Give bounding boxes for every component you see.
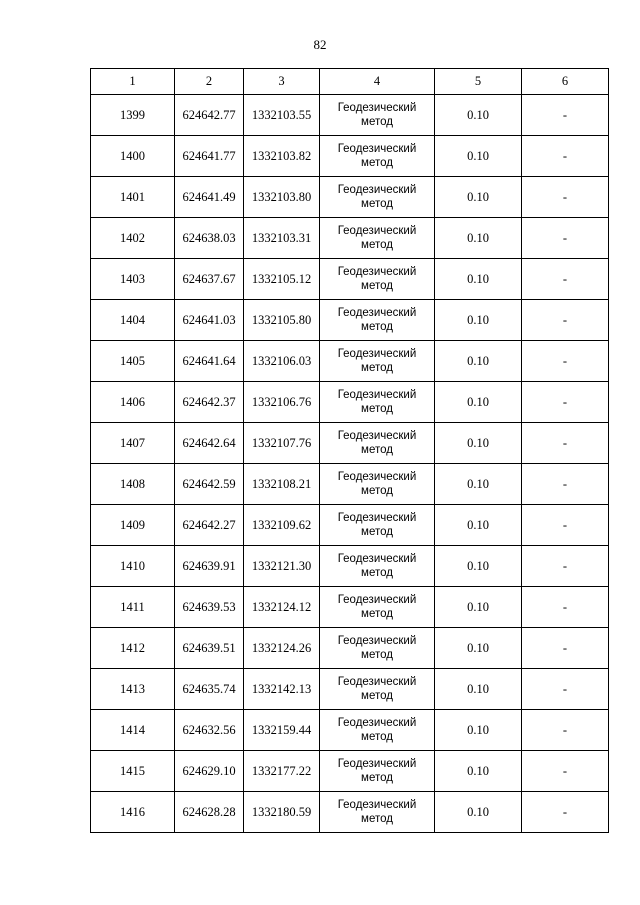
coordinates-table (90, 68, 609, 833)
point-id-cell: 1404 (91, 300, 175, 341)
table-row (91, 546, 609, 587)
x-coordinate-cell: 624641.64 (175, 341, 244, 382)
accuracy-cell: 0.10 (435, 177, 522, 218)
x-coordinate-cell: 624642.37 (175, 382, 244, 423)
y-coordinate-cell: 1332103.55 (244, 95, 320, 136)
note-cell: - (522, 505, 609, 546)
table-row (91, 710, 609, 751)
point-id-cell: 1407 (91, 423, 175, 464)
note-cell: - (522, 300, 609, 341)
accuracy-cell: 0.10 (435, 136, 522, 177)
table-header-row (91, 69, 609, 95)
table-row (91, 300, 609, 341)
method-line-1: Геодезический (337, 799, 417, 811)
y-coordinate-cell: 1332103.31 (244, 218, 320, 259)
x-coordinate-cell: 624635.74 (175, 669, 244, 710)
point-id-cell: 1415 (91, 751, 175, 792)
point-id-cell: 1406 (91, 382, 175, 423)
method-cell (320, 751, 435, 792)
point-id-cell: 1414 (91, 710, 175, 751)
point-id-cell: 1411 (91, 587, 175, 628)
page-number: 82 (313, 37, 327, 52)
table-row (91, 751, 609, 792)
method-cell (320, 382, 435, 423)
method-line-2: метод (361, 608, 393, 620)
method-line-1: Геодезический (337, 635, 417, 647)
method-line-1: Геодезический (337, 389, 417, 401)
x-coordinate-cell: 624641.49 (175, 177, 244, 218)
method-cell (320, 300, 435, 341)
column-header-5: 5 (435, 69, 522, 95)
table-row (91, 259, 609, 300)
x-coordinate-cell: 624642.64 (175, 423, 244, 464)
column-header-6: 6 (522, 69, 609, 95)
column-header-2: 2 (175, 69, 244, 95)
y-coordinate-cell: 1332106.76 (244, 382, 320, 423)
accuracy-cell: 0.10 (435, 751, 522, 792)
note-cell: - (522, 136, 609, 177)
note-cell: - (522, 95, 609, 136)
table-row (91, 382, 609, 423)
y-coordinate-cell: 1332103.82 (244, 136, 320, 177)
point-id-cell: 1400 (91, 136, 175, 177)
method-line-2: метод (361, 239, 393, 251)
point-id-cell: 1402 (91, 218, 175, 259)
accuracy-cell: 0.10 (435, 669, 522, 710)
method-cell (320, 546, 435, 587)
note-cell: - (522, 341, 609, 382)
note-cell: - (522, 423, 609, 464)
method-line-1: Геодезический (337, 184, 417, 196)
column-header-4: 4 (320, 69, 435, 95)
x-coordinate-cell: 624629.10 (175, 751, 244, 792)
method-line-2: метод (361, 813, 393, 825)
point-id-cell: 1416 (91, 792, 175, 833)
y-coordinate-cell: 1332142.13 (244, 669, 320, 710)
method-line-1: Геодезический (337, 348, 417, 360)
method-line-2: метод (361, 567, 393, 579)
accuracy-cell: 0.10 (435, 628, 522, 669)
point-id-cell: 1409 (91, 505, 175, 546)
method-cell (320, 587, 435, 628)
x-coordinate-cell: 624632.56 (175, 710, 244, 751)
accuracy-cell: 0.10 (435, 792, 522, 833)
y-coordinate-cell: 1332159.44 (244, 710, 320, 751)
y-coordinate-cell: 1332177.22 (244, 751, 320, 792)
method-line-1: Геодезический (337, 307, 417, 319)
accuracy-cell: 0.10 (435, 259, 522, 300)
table-row (91, 136, 609, 177)
method-cell (320, 259, 435, 300)
accuracy-cell: 0.10 (435, 710, 522, 751)
method-line-2: метод (361, 280, 393, 292)
accuracy-cell: 0.10 (435, 505, 522, 546)
table-row (91, 177, 609, 218)
table-row (91, 669, 609, 710)
method-line-2: метод (361, 116, 393, 128)
method-cell (320, 341, 435, 382)
x-coordinate-cell: 624628.28 (175, 792, 244, 833)
y-coordinate-cell: 1332180.59 (244, 792, 320, 833)
method-line-1: Геодезический (337, 430, 417, 442)
x-coordinate-cell: 624642.77 (175, 95, 244, 136)
note-cell: - (522, 464, 609, 505)
method-line-1: Геодезический (337, 717, 417, 729)
y-coordinate-cell: 1332121.30 (244, 546, 320, 587)
accuracy-cell: 0.10 (435, 464, 522, 505)
method-line-2: метод (361, 157, 393, 169)
method-line-1: Геодезический (337, 143, 417, 155)
column-header-1: 1 (91, 69, 175, 95)
method-line-2: метод (361, 690, 393, 702)
x-coordinate-cell: 624641.77 (175, 136, 244, 177)
method-line-2: метод (361, 526, 393, 538)
point-id-cell: 1410 (91, 546, 175, 587)
method-cell (320, 710, 435, 751)
method-cell (320, 505, 435, 546)
method-cell (320, 792, 435, 833)
note-cell: - (522, 546, 609, 587)
method-cell (320, 669, 435, 710)
x-coordinate-cell: 624639.51 (175, 628, 244, 669)
x-coordinate-cell: 624642.59 (175, 464, 244, 505)
method-cell (320, 177, 435, 218)
accuracy-cell: 0.10 (435, 300, 522, 341)
accuracy-cell: 0.10 (435, 341, 522, 382)
accuracy-cell: 0.10 (435, 95, 522, 136)
method-cell (320, 628, 435, 669)
note-cell: - (522, 710, 609, 751)
y-coordinate-cell: 1332106.03 (244, 341, 320, 382)
x-coordinate-cell: 624639.91 (175, 546, 244, 587)
table-row (91, 423, 609, 464)
method-line-1: Геодезический (337, 594, 417, 606)
x-coordinate-cell: 624639.53 (175, 587, 244, 628)
x-coordinate-cell: 624638.03 (175, 218, 244, 259)
method-cell (320, 423, 435, 464)
method-line-2: метод (361, 321, 393, 333)
note-cell: - (522, 669, 609, 710)
point-id-cell: 1403 (91, 259, 175, 300)
accuracy-cell: 0.10 (435, 587, 522, 628)
note-cell: - (522, 628, 609, 669)
method-line-2: метод (361, 403, 393, 415)
x-coordinate-cell: 624642.27 (175, 505, 244, 546)
note-cell: - (522, 259, 609, 300)
method-cell (320, 136, 435, 177)
method-cell (320, 218, 435, 259)
method-line-2: метод (361, 649, 393, 661)
method-line-2: метод (361, 198, 393, 210)
table-row (91, 792, 609, 833)
method-cell (320, 95, 435, 136)
method-line-1: Геодезический (337, 553, 417, 565)
y-coordinate-cell: 1332108.21 (244, 464, 320, 505)
method-line-1: Геодезический (337, 512, 417, 524)
note-cell: - (522, 177, 609, 218)
table-row (91, 587, 609, 628)
note-cell: - (522, 382, 609, 423)
method-line-2: метод (361, 772, 393, 784)
y-coordinate-cell: 1332124.26 (244, 628, 320, 669)
method-line-2: метод (361, 444, 393, 456)
table-row (91, 628, 609, 669)
note-cell: - (522, 751, 609, 792)
method-line-2: метод (361, 362, 393, 374)
note-cell: - (522, 587, 609, 628)
note-cell: - (522, 792, 609, 833)
method-line-1: Геодезический (337, 758, 417, 770)
table-row (91, 218, 609, 259)
table-body (91, 95, 609, 833)
table-row (91, 464, 609, 505)
accuracy-cell: 0.10 (435, 546, 522, 587)
method-line-1: Геодезический (337, 471, 417, 483)
y-coordinate-cell: 1332109.62 (244, 505, 320, 546)
y-coordinate-cell: 1332105.12 (244, 259, 320, 300)
accuracy-cell: 0.10 (435, 218, 522, 259)
table-row (91, 95, 609, 136)
method-line-1: Геодезический (337, 676, 417, 688)
accuracy-cell: 0.10 (435, 382, 522, 423)
method-line-2: метод (361, 485, 393, 497)
method-line-2: метод (361, 731, 393, 743)
table-row (91, 341, 609, 382)
y-coordinate-cell: 1332124.12 (244, 587, 320, 628)
point-id-cell: 1401 (91, 177, 175, 218)
x-coordinate-cell: 624637.67 (175, 259, 244, 300)
y-coordinate-cell: 1332103.80 (244, 177, 320, 218)
method-line-1: Геодезический (337, 266, 417, 278)
x-coordinate-cell: 624641.03 (175, 300, 244, 341)
point-id-cell: 1408 (91, 464, 175, 505)
y-coordinate-cell: 1332107.76 (244, 423, 320, 464)
column-header-3: 3 (244, 69, 320, 95)
method-line-1: Геодезический (337, 225, 417, 237)
table-row (91, 505, 609, 546)
method-line-1: Геодезический (337, 102, 417, 114)
accuracy-cell: 0.10 (435, 423, 522, 464)
note-cell: - (522, 218, 609, 259)
method-cell (320, 464, 435, 505)
point-id-cell: 1405 (91, 341, 175, 382)
y-coordinate-cell: 1332105.80 (244, 300, 320, 341)
point-id-cell: 1399 (91, 95, 175, 136)
point-id-cell: 1412 (91, 628, 175, 669)
point-id-cell: 1413 (91, 669, 175, 710)
